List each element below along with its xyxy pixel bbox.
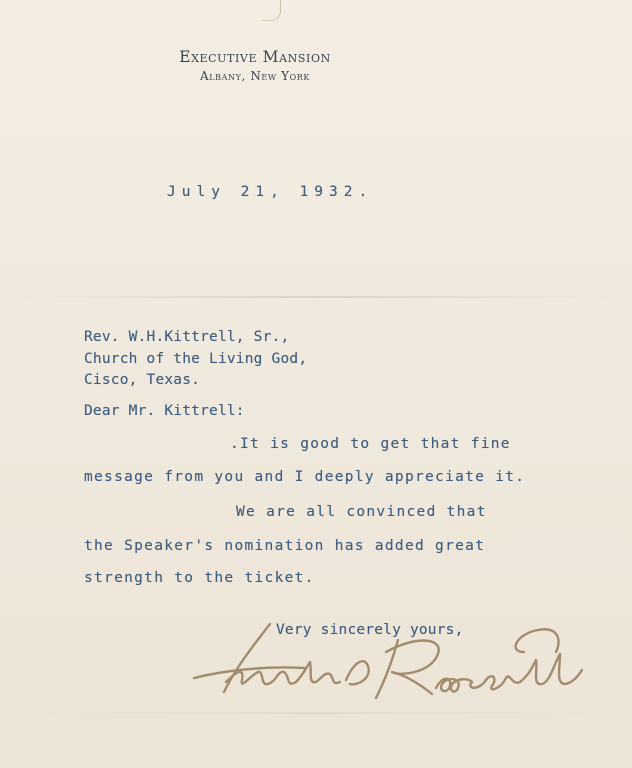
body-paragraph-2-line-1: We are all convinced that (236, 504, 487, 520)
letterhead-location: Albany, New York (199, 69, 310, 83)
paper-fold-line (0, 296, 632, 298)
recipient-name: Rev. W.H.Kittrell, Sr., (84, 329, 290, 345)
body-paragraph-2-line-2: the Speaker's nomination has added great (84, 538, 486, 554)
recipient-organization: Church of the Living God, (84, 351, 308, 367)
body-paragraph-2-line-3: strength to the ticket. (84, 570, 315, 586)
body-paragraph-1-line-2: message from you and I deeply appreciate it. (84, 469, 526, 485)
closing: Very sincerely yours, (276, 622, 464, 638)
body-paragraph-1-line-1: .It is good to get that fine (230, 436, 511, 452)
paper-tear-mark (262, 0, 281, 21)
salutation: Dear Mr. Kittrell: (84, 403, 245, 419)
letter-date: July 21, 1932. (167, 184, 374, 200)
handwritten-signature (186, 612, 596, 722)
recipient-location: Cisco, Texas. (84, 372, 201, 388)
letterhead-title: Executive Mansion (179, 48, 331, 66)
